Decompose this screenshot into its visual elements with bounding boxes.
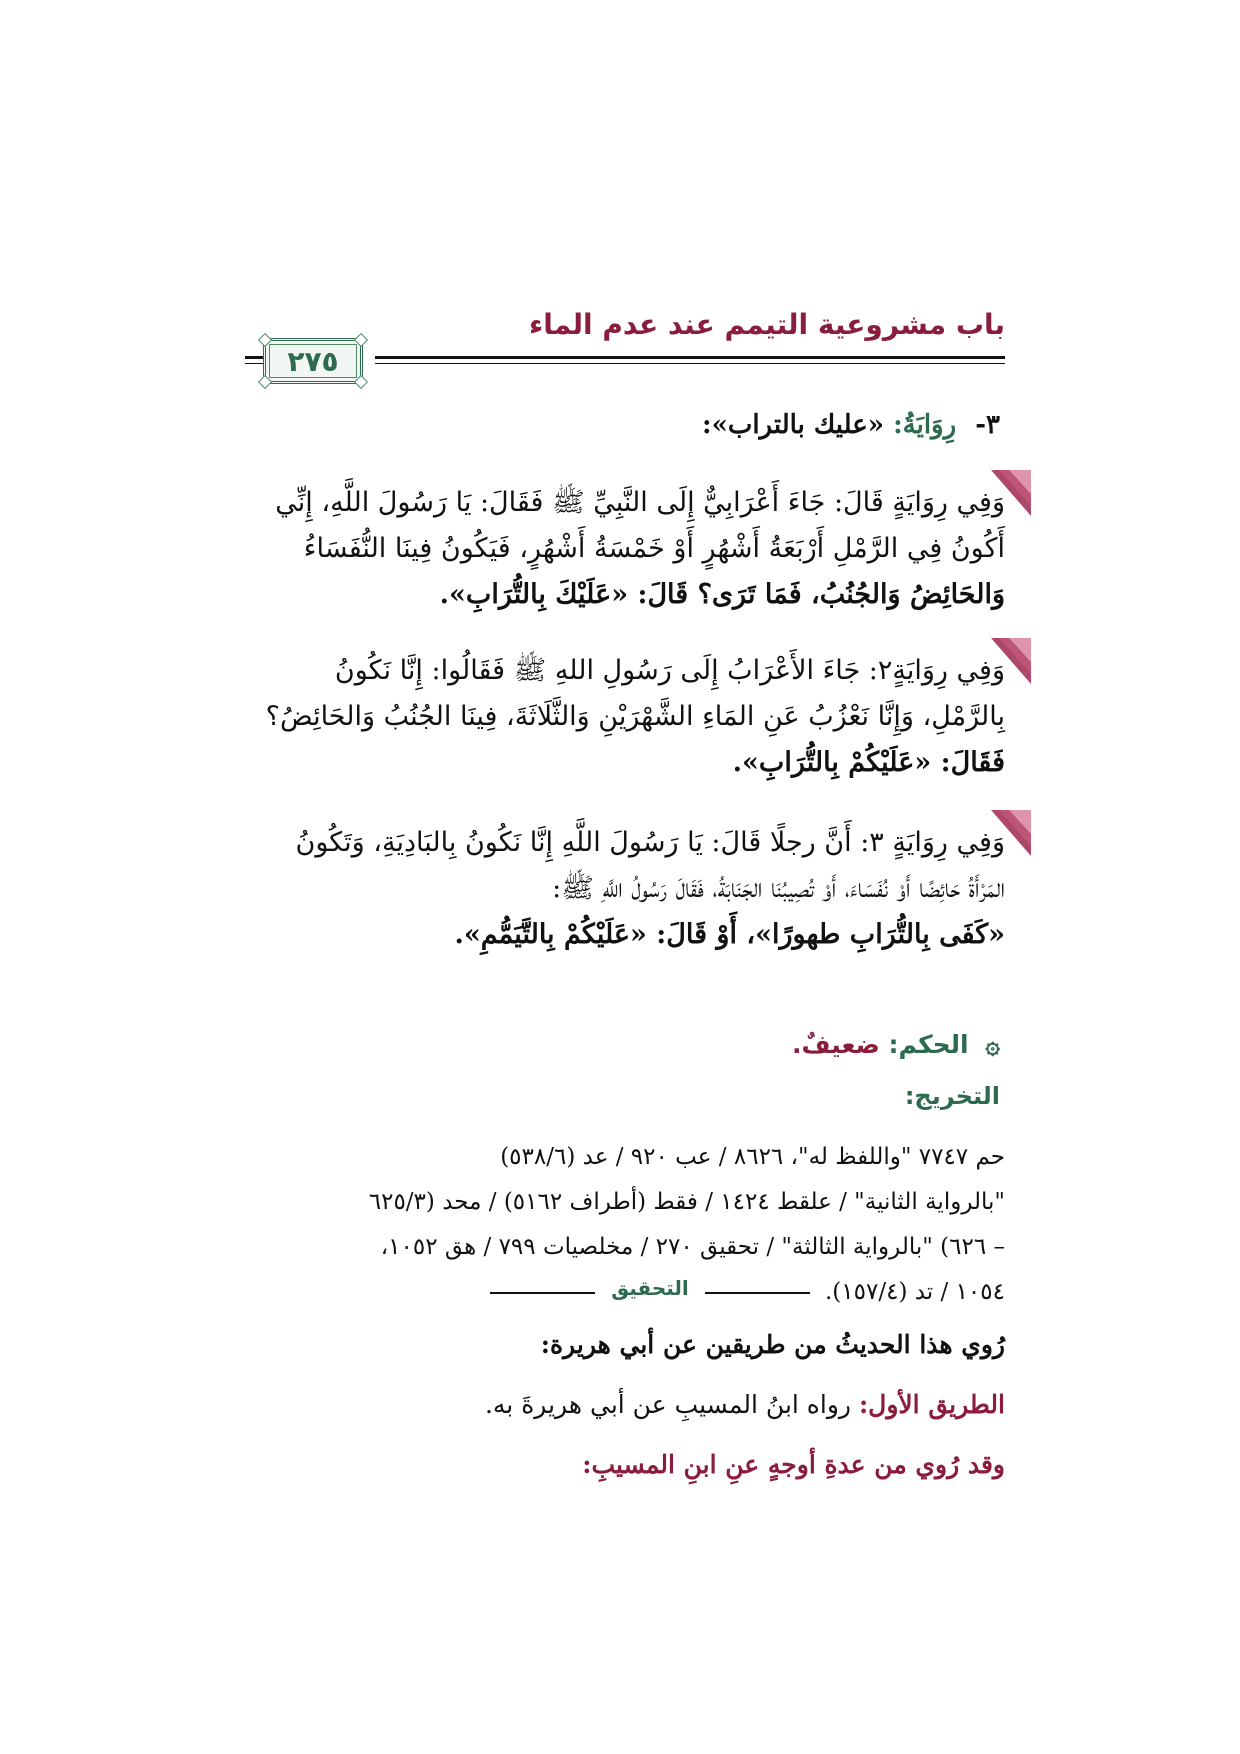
tahqiq-subheading: وقد رُوي من عدةِ أوجهٍ عنِ ابنِ المسيبِ: [582, 1450, 1005, 1479]
hadith-line: فَقَالَ: «عَلَيْكُمْ بِالتُّرَابِ». [732, 747, 1005, 778]
divider-line-left [490, 1292, 595, 1294]
tahqiq-first-path [245, 1390, 1005, 1419]
page-header [245, 298, 1005, 393]
badge-ornament-icon [258, 375, 272, 389]
hadith-line: وَفِي رِوَايَةٍ ٣: أَنَّ رجلًا قَالَ: يَا رَسُولَ اللَّهِ إِنَّا نَكُونُ بِالبَادِيَةِ، وَتَكُونُ [295, 827, 1005, 858]
first-path-label: الطريق الأول: [858, 1390, 1005, 1419]
header-rule-left-bottom [245, 363, 265, 364]
takhrij-line: – ٦٢٦) "بالرواية الثالثة" / تحقيق ٢٧٠ / مخلصيات ٧٩٩ / هق ١٠٥٢، [380, 1234, 1005, 1260]
header-rule-top [375, 356, 1005, 359]
hadith-line: وَالحَائِضُ وَالجُنُبُ، فَمَا تَرَى؟ قَالَ: «عَلَيْكَ بِالتُّرَابِ». [439, 579, 1005, 610]
hadith-narration-2 [245, 648, 1005, 786]
hadith-line: المَرْأَةُ حَائِضًا أَوْ نُفَسَاءَ، أَوْ تُصِيبُنَا الجَنَابَةُ، فَقَالَ رَسُولُ اللَّهِ ﷺ: [552, 873, 1005, 904]
section-title: رِوَايَةُ: [893, 410, 957, 440]
takhrij-line: ١٠٥٤ / تد (١٥٧/٤). [824, 1279, 1005, 1305]
divider-title: التحقيق [611, 1276, 689, 1300]
section-heading [235, 410, 1000, 440]
divider-line-right [705, 1292, 810, 1294]
tahqiq-divider [490, 1276, 810, 1306]
takhrij-line: حم ٧٧٤٧ "واللفظ له"، ٨٦٢٦ / عب ٩٢٠ / عد (٥٣٨/٦) [500, 1144, 1005, 1170]
first-path-text: رواه ابنُ المسيبِ عن أبي هريرةَ به. [484, 1390, 851, 1419]
hadith-line: «كَفَى بِالتُّرَابِ طهورًا»، أَوْ قَالَ: «عَلَيْكُمْ بِالتَّيَمُّمِ». [454, 919, 1005, 950]
tahqiq-intro: رُوي هذا الحديثُ من طريقين عن أبي هريرة: [540, 1330, 1005, 1359]
section-number: ٣- [975, 410, 1000, 440]
corner-ornament-icon [991, 470, 1031, 516]
hadith-line: بِالرَّمْلِ، وَإِنَّا نَعْزُبُ عَنِ المَاءِ الشَّهْرَيْنِ وَالثَّلَاثَةَ، فِينَا الجُنُبُ وَالحَائِضُ؟ [265, 701, 1005, 732]
hadith-line: وَفِي رِوَايَةٍ قَالَ: جَاءَ أَعْرَابِيٌّ إِلَى النَّبِيِّ ﷺ فَقَالَ: يَا رَسُولَ اللَّهِ، إِنِّي [275, 487, 1005, 518]
hadith-narration-1 [245, 480, 1005, 618]
section-quote: «عليك بالتراب»: [702, 410, 884, 440]
ruling-value: ضعيفٌ. [792, 1030, 880, 1059]
corner-ornament-icon [991, 810, 1031, 856]
badge-ornament-icon [354, 333, 368, 347]
page-number: ٢٧٥ [287, 344, 339, 378]
header-rule-left-top [245, 356, 265, 359]
corner-ornament-icon [991, 638, 1031, 684]
ruling [235, 1030, 1000, 1059]
flower-ornament-icon: ۞ [985, 1030, 1000, 1059]
badge-ornament-icon [354, 375, 368, 389]
running-title: باب مشروعية التيمم عند عدم الماء [528, 308, 1005, 341]
ruling-label: الحكم: [888, 1030, 969, 1059]
takhrij-label: التخريج: [904, 1082, 1000, 1110]
hadith-narration-3 [245, 820, 1005, 958]
header-rule-bottom [375, 363, 1005, 364]
badge-ornament-icon [258, 333, 272, 347]
page-number-badge [263, 338, 363, 384]
hadith-line: وَفِي رِوَايَةٍ٢: جَاءَ الأَعْرَابُ إِلَى رَسُولِ اللهِ ﷺ فَقَالُوا: إِنَّا نَكُونُ [334, 655, 1005, 686]
takhrij-line: "بالرواية الثانية" / علقط ١٤٢٤ / فقط (أطراف ٥١٦٢) / محد (٦٢٥/٣ [368, 1189, 1005, 1215]
hadith-line: أَكُونُ فِي الرَّمْلِ أَرْبَعَةُ أَشْهُرٍ أَوْ خَمْسَةُ أَشْهُرٍ، فَيَكُونُ فِينَا النُّفَسَاءُ [303, 533, 1005, 564]
